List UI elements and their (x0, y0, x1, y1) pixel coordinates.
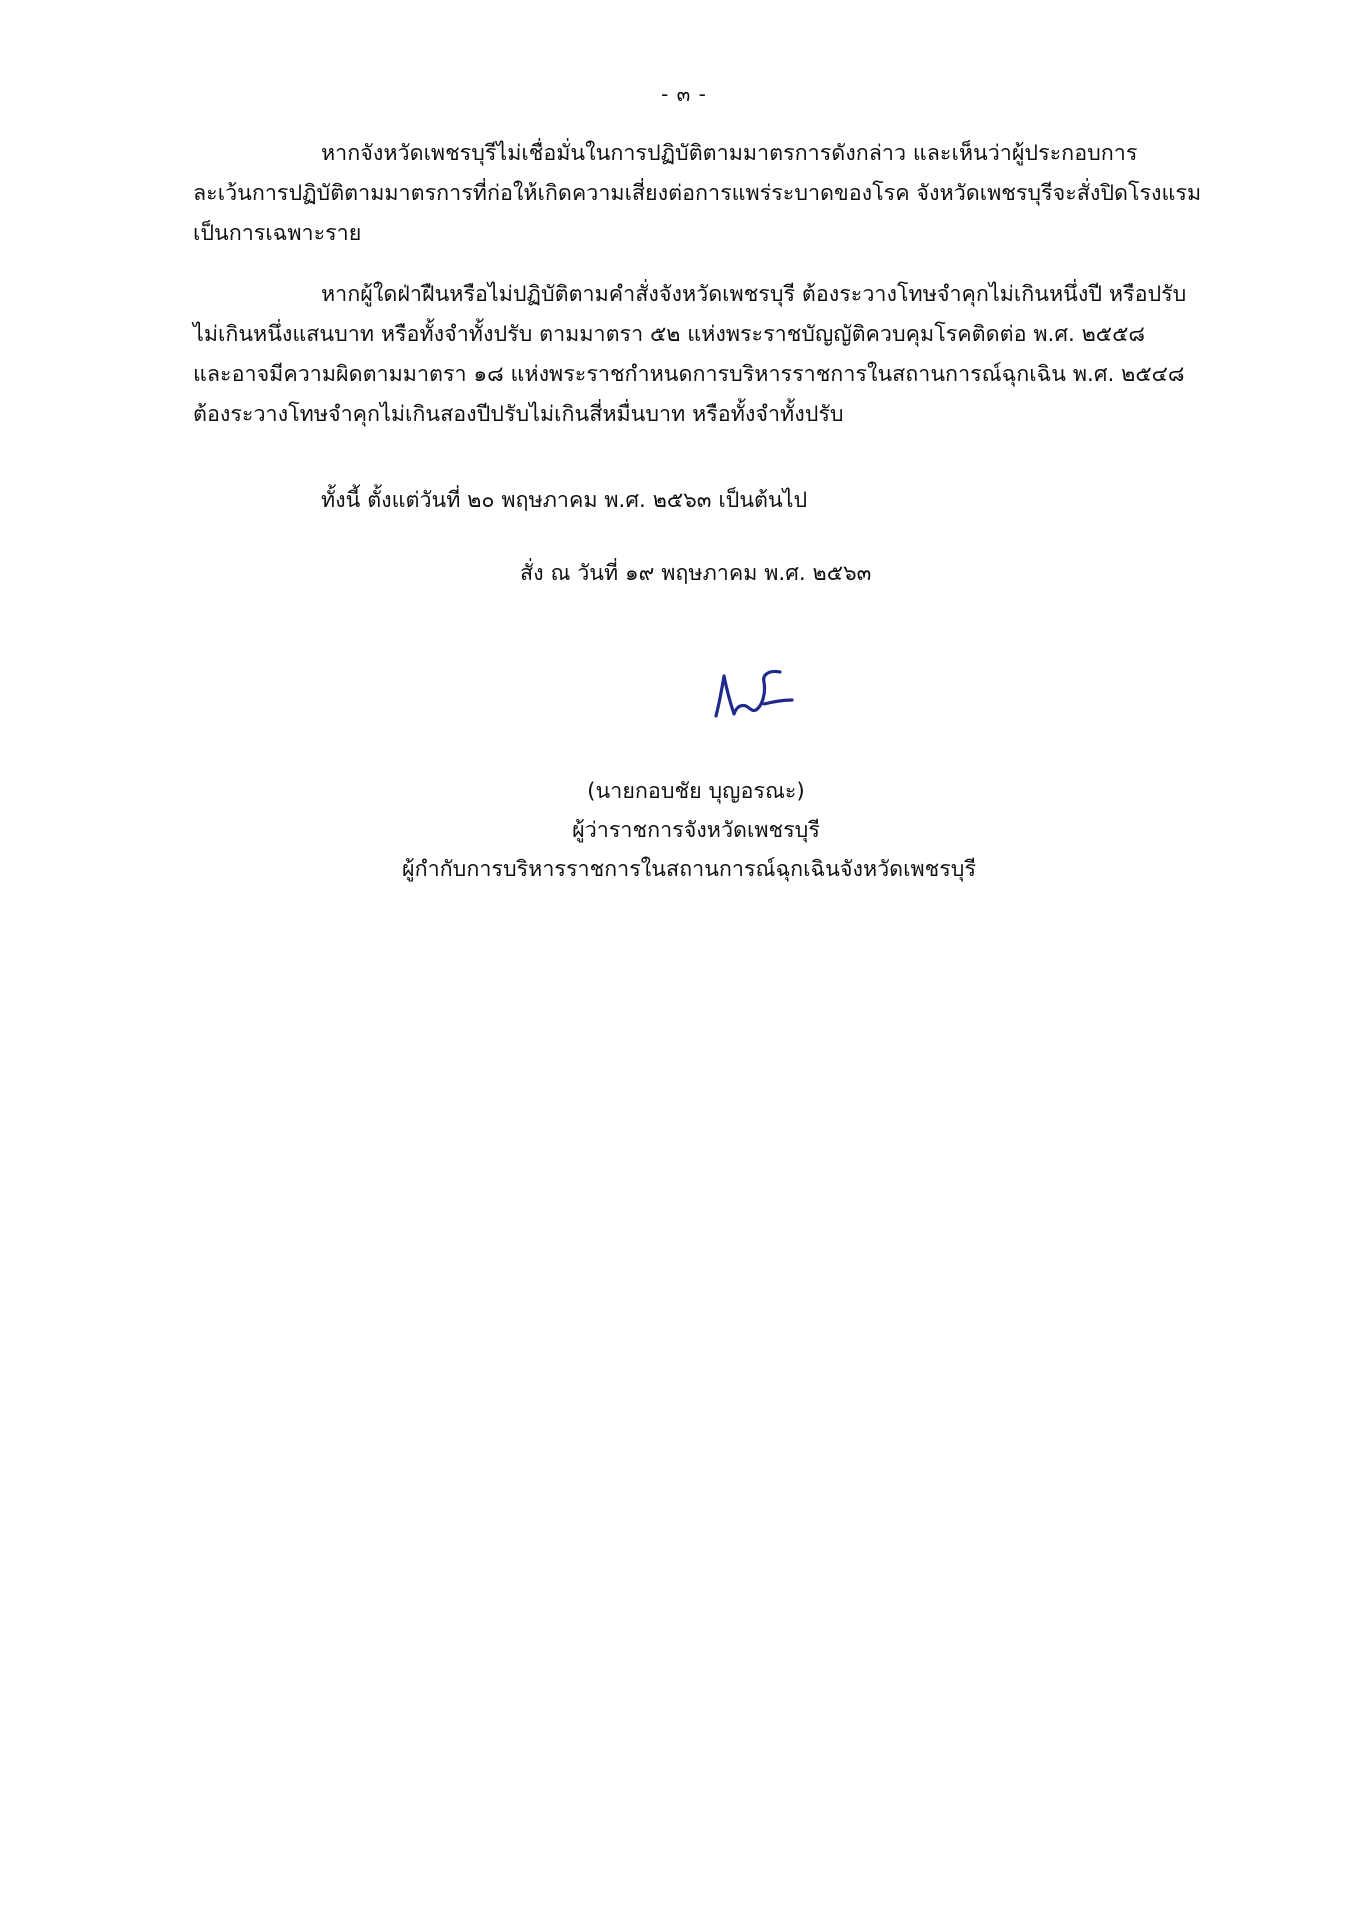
signer-block (0, 772, 1368, 889)
handwritten-signature (710, 664, 810, 730)
paragraph-line: ละเว้นการปฏิบัติตามมาตรการที่ก่อให้เกิดความเสี่ยงต่อการแพร่ระบาดของโรค จังหวัดเพชรบุรีจะสั่งปิดโรงแรม (193, 181, 1202, 206)
order-date: สั่ง ณ วันที่ ๑๙ พฤษภาคม พ.ศ. ๒๕๖๓ (520, 561, 872, 586)
signer-role: ผู้กำกับการบริหารราชการในสถานการณ์ฉุกเฉินจังหวัดเพชรบุรี (401, 857, 977, 882)
paragraph-line: หากผู้ใดฝ่าฝืนหรือไม่ปฏิบัติตามคำสั่งจังหวัดเพชรบุรี ต้องระวางโทษจำคุกไม่เกินหนึ่งปี หรือปรับ (321, 282, 1187, 307)
paragraph-penalty (193, 275, 1237, 435)
signer-name: (นายกอบชัย บุญอรณะ) (587, 779, 805, 804)
effective-date: ทั้งนี้ ตั้งแต่วันที่ ๒๐ พฤษภาคม พ.ศ. ๒๕๖๓ เป็นต้นไป (321, 488, 808, 513)
paragraph-line: ต้องระวางโทษจำคุกไม่เกินสองปีปรับไม่เกินสี่หมื่นบาท หรือทั้งจำทั้งปรับ (193, 402, 844, 427)
signer-position: ผู้ว่าราชการจังหวัดเพชรบุรี (572, 818, 820, 843)
page-number: - ๓ - (661, 82, 707, 106)
paragraph-hotel-closure (193, 134, 1237, 254)
paragraph-line: หากจังหวัดเพชรบุรีไม่เชื่อมั่นในการปฏิบัติตามมาตรการดังกล่าว และเห็นว่าผู้ประกอบการ (321, 141, 1138, 166)
paragraph-line: เป็นการเฉพาะราย (193, 221, 362, 246)
paragraph-line: ไม่เกินหนึ่งแสนบาท หรือทั้งจำทั้งปรับ ตามมาตรา ๕๒ แห่งพระราชบัญญัติควบคุมโรคติดต่อ พ.ศ. ๒๕๕๘ (193, 322, 1145, 347)
paragraph-line: และอาจมีความผิดตามมาตรา ๑๘ แห่งพระราชกำหนดการบริหารราชการในสถานการณ์ฉุกเฉิน พ.ศ. ๒๕๔๘ (193, 362, 1185, 387)
